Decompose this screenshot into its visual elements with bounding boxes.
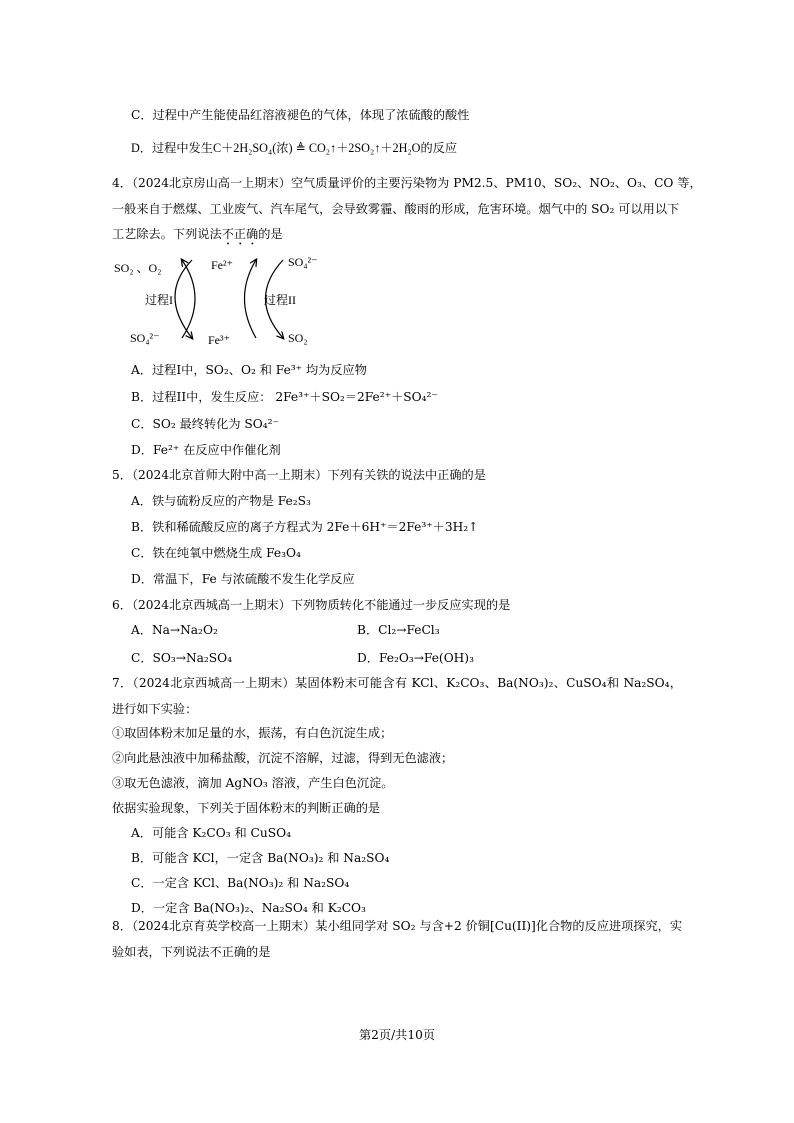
q6-option-c: C．SO₃→Na₂SO₄ [131, 651, 232, 665]
q7-step-3: ③取无色滤液，滴加 AgNO₃ 溶液，产生白色沉淀。 [112, 776, 394, 790]
q5-option-d: D．常温下，Fe 与浓硫酸不发生化学反应 [131, 572, 355, 586]
q7-step-1: ①取固体粉末加足量的水，振荡，有白色沉淀生成； [112, 726, 393, 740]
q4-cycle-diagram [108, 250, 328, 350]
q7-option-d: D．一定含 Ba(NO₃)₂、Na₂SO₄ 和 K₂CO₃ [131, 901, 366, 915]
q4-option-d: D．Fe²⁺ 在反应中作催化剂 [131, 443, 281, 457]
q5-option-b: B．铁和稀硫酸反应的离子方程式为 2Fe＋6H⁺＝2Fe³⁺＋3H₂↑ [131, 520, 479, 534]
diagram-label-bottom-center: Fe³⁺ [208, 333, 230, 347]
q4-source: （2024北京房山高一上期末） [131, 176, 291, 190]
q7-question: 依据实验现象，下列关于固体粉末的判断正确的是 [112, 801, 381, 815]
diagram-label-process-1: 过程I [145, 293, 173, 307]
q3-option-c: C．过程中产生能使品红溶液褪色的气体，体现了浓硫酸的酸性 [131, 108, 470, 122]
q4-option-a: A．过程I中，SO₂、O₂ 和 Fe³⁺ 均为反应物 [131, 363, 367, 377]
q5-stem: 5．（2024北京首师大附中高一上期末）下列有关铁的说法中正确的是 [112, 468, 486, 482]
q4-text-3b: 的是 [258, 227, 283, 241]
q3-option-d-prefix: D．过程中发生 [131, 141, 213, 155]
q4-option-c: C．SO₂ 最终转化为 SO₄²⁻ [131, 417, 279, 431]
process-2-left-arc [245, 260, 257, 338]
diagram-label-top-right: SO₄²⁻ [288, 255, 318, 269]
process-1-left-arc [175, 260, 192, 338]
diagram-label-bottom-left: SO₄²⁻ [130, 331, 160, 345]
q5-option-a: A．铁与硫粉反应的产物是 Fe₂S₃ [131, 494, 311, 508]
diagram-label-top-center: Fe²⁺ [211, 258, 233, 272]
q5-option-c: C．铁在纯氧中燃烧生成 Fe₃O₄ [131, 546, 301, 560]
q6-option-b: B．Cl₂→FeCl₃ [357, 623, 440, 637]
q4-stem-line1 [112, 175, 702, 191]
q4-text-3a: 工艺除去。下列说法 [112, 227, 222, 241]
q4-option-b: B．过程II中，发生反应： 2Fe³⁺＋SO₂＝2Fe²⁺＋SO₄²⁻ [131, 390, 438, 404]
q3-option-d [131, 140, 457, 156]
q7-option-c: C．一定含 KCl、Ba(NO₃)₂ 和 Na₂SO₄ [131, 876, 350, 890]
diagram-label-process-2: 过程II [264, 293, 296, 307]
q6-option-a: A．Na→Na₂O₂ [131, 623, 218, 637]
q8-stem: 8．（2024北京育英学校高一上期末）某小组同学对 SO₂ 与含+2 价铜[Cu(II)]化合物的反应进项探究，实验如表，下列说法不正确的是 [112, 919, 683, 959]
diagram-label-top-left: SO₂ 、O₂ [114, 261, 162, 275]
q4-number: 4． [112, 176, 132, 190]
q6-option-d: D．Fe₂O₃→Fe(OH)₃ [357, 651, 474, 665]
q6-stem: 6．（2024北京西城高一上期末）下列物质转化不能通过一步反应实现的是 [112, 598, 511, 612]
q3-option-d-equation: C＋2H₂SO₄(浓) ≜ CO₂↑＋2SO₂↑＋2H₂O [212, 141, 421, 155]
page-footer: 第2页/共10页 [358, 1028, 436, 1042]
diagram-label-bottom-right: SO₂ [288, 331, 308, 345]
q4-emphasis-not-correct: 不正确 [221, 227, 259, 241]
q3-option-d-suffix: 的反应 [420, 141, 458, 155]
q7-stem: 7．（2024北京西城高一上期末）某固体粉末可能含有 KCl、K₂CO₃、Ba(NO₃)₂、CuSO₄和 Na₂SO₄，进行如下实验： [112, 676, 682, 716]
q7-option-a: A．可能含 K₂CO₃ 和 CuSO₄ [131, 826, 291, 840]
q7-step-2: ②向此悬浊液中加稀盐酸，沉淀不溶解，过滤，得到无色滤液； [112, 751, 454, 765]
q4-text-1: 空气质量评价的主要污染物为 PM2.5、PM10、SO₂、NO₂、O₃、CO 等， [290, 176, 702, 190]
q4-stem-line2: 一般来自于燃煤、工业废气、汽车尾气，会导致雾霾、酸雨的形成，危害环境。烟气中的 SO₂ 可以用以下 [112, 202, 680, 216]
q4-stem-line3 [112, 226, 283, 248]
q7-option-b: B．可能含 KCl，一定含 Ba(NO₃)₂ 和 Na₂SO₄ [131, 851, 390, 865]
